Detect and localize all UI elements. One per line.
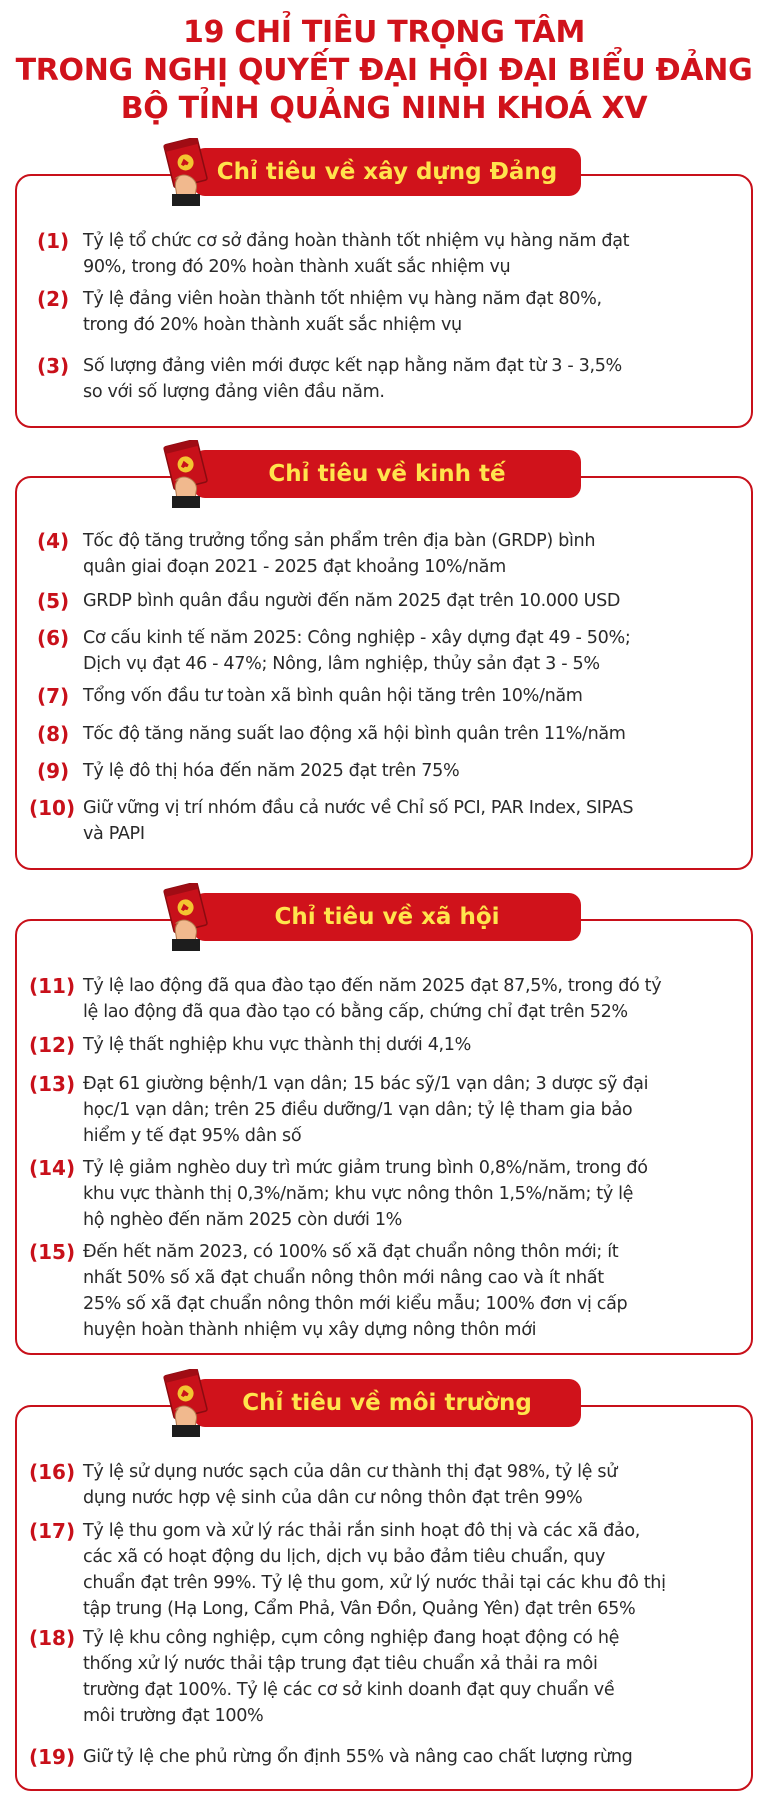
item-text-line: Dịch vụ đạt 46 - 47%; Nông, lâm nghiệp, thủy sản đạt 3 - 5% — [83, 654, 600, 674]
list-item — [17, 973, 755, 1025]
item-text-line: Tỷ lệ thu gom và xử lý rác thải rắn sinh hoạt đô thị và các xã đảo, — [83, 1521, 641, 1541]
list-item — [17, 721, 755, 747]
list-item — [17, 625, 755, 677]
item-text-line: Giữ vững vị trí nhóm đầu cả nước về Chỉ số PCI, PAR Index, SIPAS — [83, 798, 634, 818]
item-text-line: nhất 50% số xã đạt chuẩn nông thôn mới nâng cao và ít nhất — [83, 1268, 604, 1288]
item-number: (14) — [29, 1156, 76, 1180]
item-text — [83, 973, 745, 1025]
item-text-line: Tỷ lệ lao động đã qua đào tạo đến năm 2025 đạt 87,5%, trong đó tỷ — [83, 976, 662, 996]
item-text — [83, 286, 745, 338]
section-box-1 — [15, 174, 753, 428]
section-box-4 — [15, 1405, 753, 1791]
list-item — [17, 588, 755, 614]
item-text-line: hiểm y tế đạt 95% dân số — [83, 1126, 302, 1146]
item-text-line: tập trung (Hạ Long, Cẩm Phả, Vân Đồn, Quảng Yên) đạt trên 65% — [83, 1599, 636, 1619]
item-number: (12) — [29, 1033, 76, 1057]
item-number: (10) — [29, 796, 76, 820]
item-number: (17) — [29, 1519, 76, 1543]
item-text — [83, 1459, 745, 1511]
item-number: (1) — [37, 229, 70, 253]
item-number: (8) — [37, 722, 70, 746]
item-text-line: huyện hoàn thành nhiệm vụ xây dựng nông thôn mới — [83, 1320, 537, 1340]
item-text-line: GRDP bình quân đầu người đến năm 2025 đạt trên 10.000 USD — [83, 591, 621, 611]
item-number: (6) — [37, 626, 70, 650]
item-text-line: 25% số xã đạt chuẩn nông thôn mới kiểu mẫu; 100% đơn vị cấp — [83, 1294, 628, 1314]
item-text-line: môi trường đạt 100% — [83, 1706, 264, 1726]
hand-holding-party-card-icon — [158, 883, 216, 951]
item-text-line: Tỷ lệ khu công nghiệp, cụm công nghiệp đang hoạt động có hệ — [83, 1628, 620, 1648]
item-text — [83, 683, 745, 709]
item-text — [83, 588, 745, 614]
title-line-2: TRONG NGHỊ QUYẾT ĐẠI HỘI ĐẠI BIỂU ĐẢNG — [15, 53, 753, 88]
item-text — [83, 528, 745, 580]
section-heading-4 — [193, 1379, 581, 1427]
list-item — [17, 1155, 755, 1233]
item-text-line: khu vực thành thị 0,3%/năm; khu vực nông thôn 1,5%/năm; tỷ lệ — [83, 1184, 634, 1204]
item-text-line: Tỷ lệ đảng viên hoàn thành tốt nhiệm vụ hàng năm đạt 80%, — [83, 289, 602, 309]
item-number: (15) — [29, 1240, 76, 1264]
item-text-line: và PAPI — [83, 824, 145, 844]
list-item — [17, 528, 755, 580]
list-item — [17, 286, 755, 338]
item-number: (7) — [37, 684, 70, 708]
item-text-line: thống xử lý nước thải tập trung đạt tiêu chuẩn xả thải ra môi — [83, 1654, 598, 1674]
item-text — [83, 1155, 745, 1233]
list-item — [17, 1032, 755, 1058]
list-item — [17, 1071, 755, 1149]
item-text-line: Tốc độ tăng trưởng tổng sản phẩm trên địa bàn (GRDP) bình — [83, 531, 596, 551]
item-text-line: học/1 vạn dân; trên 25 điều dưỡng/1 vạn dân; tỷ lệ tham gia bảo — [83, 1100, 633, 1120]
item-text-line: Tỷ lệ tổ chức cơ sở đảng hoàn thành tốt nhiệm vụ hàng năm đạt — [83, 231, 630, 251]
item-number: (18) — [29, 1626, 76, 1650]
item-text-line: các xã có hoạt động du lịch, dịch vụ bảo đảm tiêu chuẩn, quy — [83, 1547, 606, 1567]
item-number: (16) — [29, 1460, 76, 1484]
list-item — [17, 353, 755, 405]
item-text-line: Đến hết năm 2023, có 100% số xã đạt chuẩn nông thôn mới; ít — [83, 1242, 619, 1262]
item-number: (5) — [37, 589, 70, 613]
list-item — [17, 683, 755, 709]
item-text-line: chuẩn đạt trên 99%. Tỷ lệ thu gom, xử lý nước thải tại các khu đô thị — [83, 1573, 666, 1593]
item-text-line: Tỷ lệ giảm nghèo duy trì mức giảm trung bình 0,8%/năm, trong đó — [83, 1158, 648, 1178]
item-text-line: Cơ cấu kinh tế năm 2025: Công nghiệp - xây dựng đạt 49 - 50%; — [83, 628, 631, 648]
item-text — [83, 1625, 745, 1729]
hand-holding-party-card-icon — [158, 1369, 216, 1437]
section-heading-3 — [193, 893, 581, 941]
item-text-line: trường đạt 100%. Tỷ lệ các cơ sở kinh doanh đạt quy chuẩn về — [83, 1680, 615, 1700]
hand-holding-party-card-icon — [158, 138, 216, 206]
section-heading-label: Chỉ tiêu về xã hội — [274, 904, 500, 930]
section-heading-2 — [193, 450, 581, 498]
item-text — [83, 795, 745, 847]
item-text-line: 90%, trong đó 20% hoàn thành xuất sắc nhiệm vụ — [83, 257, 511, 277]
hand-holding-party-card-icon — [158, 440, 216, 508]
title-line-1: 19 CHỈ TIÊU TRỌNG TÂM — [183, 15, 585, 50]
page-title — [0, 14, 768, 128]
item-number: (4) — [37, 529, 70, 553]
item-number: (19) — [29, 1745, 76, 1769]
item-number: (3) — [37, 354, 70, 378]
item-text — [83, 1518, 745, 1622]
item-text-line: trong đó 20% hoàn thành xuất sắc nhiệm vụ — [83, 315, 462, 335]
section-box-3 — [15, 919, 753, 1355]
list-item — [17, 1239, 755, 1343]
title-line-3: BỘ TỈNH QUẢNG NINH KHOÁ XV — [120, 91, 648, 126]
item-text — [83, 1239, 745, 1343]
item-text-line: Giữ tỷ lệ che phủ rừng ổn định 55% và nâng cao chất lượng rừng — [83, 1747, 633, 1767]
item-text-line: Tỷ lệ sử dụng nước sạch của dân cư thành thị đạt 98%, tỷ lệ sử — [83, 1462, 618, 1482]
item-text-line: Tổng vốn đầu tư toàn xã bình quân hội tăng trên 10%/năm — [83, 686, 583, 706]
section-heading-label: Chỉ tiêu về xây dựng Đảng — [216, 159, 558, 185]
item-text-line: dụng nước hợp vệ sinh của dân cư nông thôn đạt trên 99% — [83, 1488, 583, 1508]
list-item — [17, 795, 755, 847]
item-text — [83, 1032, 745, 1058]
item-text-line: Tốc độ tăng năng suất lao động xã hội bình quân trên 11%/năm — [83, 724, 626, 744]
list-item — [17, 758, 755, 784]
section-heading-1 — [193, 148, 581, 196]
item-text-line: Số lượng đảng viên mới được kết nạp hằng năm đạt từ 3 - 3,5% — [83, 356, 622, 376]
item-text-line: so với số lượng đảng viên đầu năm. — [83, 382, 385, 402]
item-number: (9) — [37, 759, 70, 783]
list-item — [17, 1518, 755, 1622]
item-text — [83, 721, 745, 747]
list-item — [17, 1459, 755, 1511]
item-number: (13) — [29, 1072, 76, 1096]
item-text — [83, 1071, 745, 1149]
section-heading-label: Chỉ tiêu về kinh tế — [268, 461, 506, 487]
item-text-line: hộ nghèo đến năm 2025 còn dưới 1% — [83, 1210, 403, 1230]
item-number: (11) — [29, 974, 76, 998]
item-text-line: lệ lao động đã qua đào tạo có bằng cấp, chứng chỉ đạt trên 52% — [83, 1002, 628, 1022]
list-item — [17, 1625, 755, 1729]
section-heading-label: Chỉ tiêu về môi trường — [242, 1390, 532, 1416]
item-text — [83, 1744, 745, 1770]
item-text — [83, 353, 745, 405]
list-item — [17, 1744, 755, 1770]
item-text-line: quân giai đoạn 2021 - 2025 đạt khoảng 10%/năm — [83, 557, 506, 577]
list-item — [17, 228, 755, 280]
item-text-line: Đạt 61 giường bệnh/1 vạn dân; 15 bác sỹ/1 vạn dân; 3 dược sỹ đại — [83, 1074, 649, 1094]
item-text — [83, 758, 745, 784]
item-text-line: Tỷ lệ thất nghiệp khu vực thành thị dưới 4,1% — [83, 1035, 471, 1055]
item-text — [83, 625, 745, 677]
item-text — [83, 228, 745, 280]
item-number: (2) — [37, 287, 70, 311]
section-box-2 — [15, 476, 753, 870]
item-text-line: Tỷ lệ đô thị hóa đến năm 2025 đạt trên 75% — [83, 761, 460, 781]
